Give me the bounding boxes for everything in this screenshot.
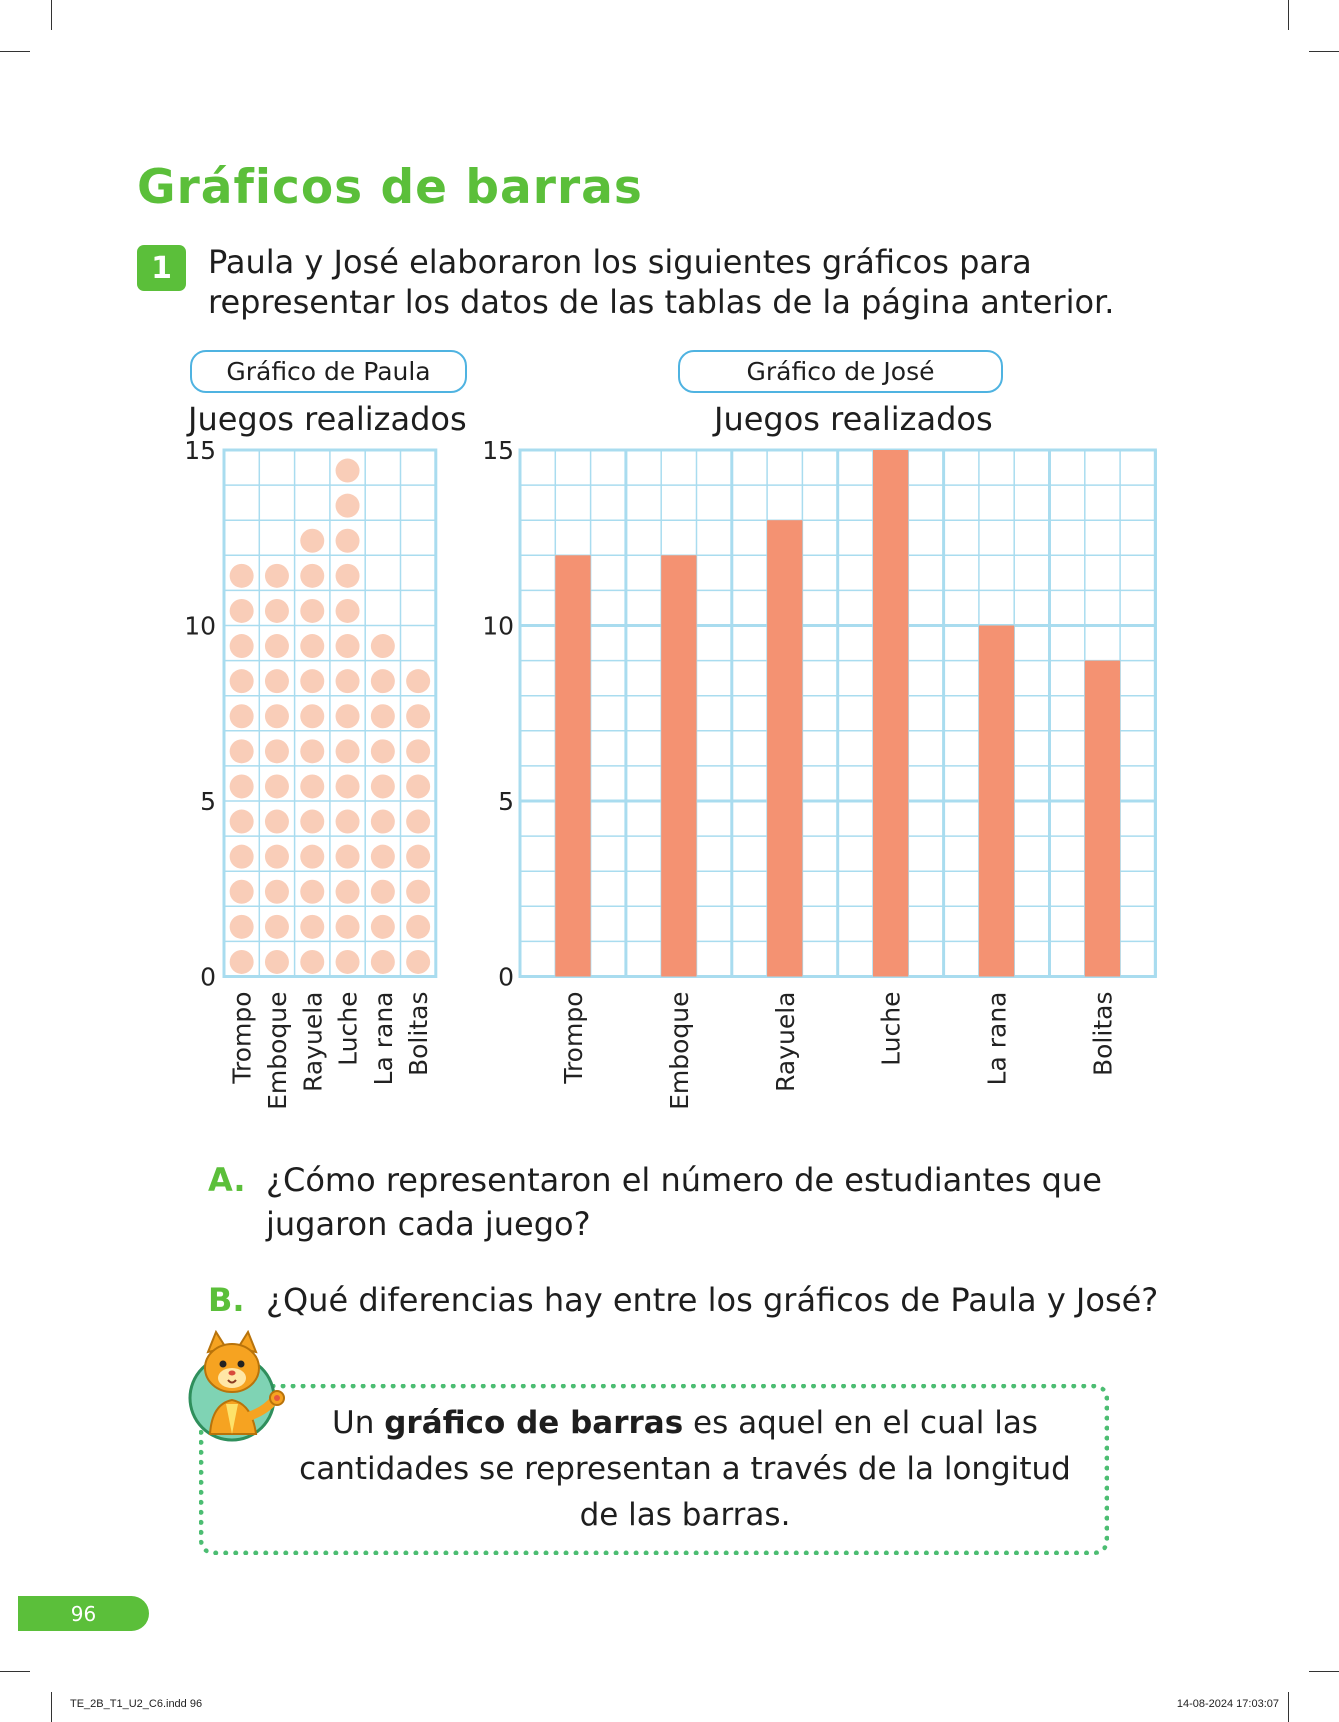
data-dot xyxy=(336,529,360,553)
data-dot xyxy=(371,845,395,869)
crop-mark xyxy=(1288,0,1289,30)
data-bar xyxy=(555,555,590,976)
data-dot xyxy=(230,810,254,834)
data-dot xyxy=(336,494,360,518)
data-dot xyxy=(300,774,324,798)
y-tick-label: 15 xyxy=(482,440,514,465)
data-dot xyxy=(265,774,289,798)
data-dot xyxy=(265,810,289,834)
data-dot xyxy=(230,634,254,658)
data-dot xyxy=(230,845,254,869)
chart-title-paula: Juegos realizados xyxy=(188,400,467,438)
data-dot xyxy=(265,915,289,939)
data-bar xyxy=(1085,661,1120,977)
data-dot xyxy=(406,950,430,974)
question-text: ¿Qué diferencias hay entre los gráficos de Paula y José? xyxy=(266,1281,1159,1319)
data-dot xyxy=(406,880,430,904)
data-dot xyxy=(265,704,289,728)
paula-chart xyxy=(180,440,440,1130)
chart-label-paula: Gráfico de Paula xyxy=(190,350,467,393)
data-dot xyxy=(406,704,430,728)
x-tick-label: Luche xyxy=(333,991,363,1066)
y-tick-label: 0 xyxy=(498,962,514,992)
x-tick-label: Trompo xyxy=(227,991,257,1084)
data-dot xyxy=(230,880,254,904)
question-letter: B. xyxy=(208,1281,245,1319)
data-dot xyxy=(371,950,395,974)
data-dot xyxy=(300,739,324,763)
y-tick-label: 15 xyxy=(184,440,216,465)
footer-date: 14-08-2024 17:03:07 xyxy=(1176,1698,1279,1710)
data-dot xyxy=(336,564,360,588)
data-dot xyxy=(300,845,324,869)
crop-mark xyxy=(1309,51,1339,52)
data-dot xyxy=(265,880,289,904)
data-dot xyxy=(371,634,395,658)
crop-mark xyxy=(1288,1692,1289,1722)
data-bar xyxy=(661,555,696,976)
data-dot xyxy=(265,599,289,623)
footer-file: TE_2B_T1_U2_C6.indd 96 xyxy=(70,1698,203,1710)
data-bar xyxy=(873,450,908,977)
chart-title-jose: Juegos realizados xyxy=(714,400,993,438)
crop-mark xyxy=(1309,1671,1339,1672)
y-tick-label: 0 xyxy=(200,962,216,992)
data-dot xyxy=(300,599,324,623)
data-dot xyxy=(300,880,324,904)
data-dot xyxy=(336,459,360,483)
data-dot xyxy=(371,739,395,763)
intro-text: Paula y José elaboraron los siguientes gráficos para representar los datos de las tablas de la página anterior. xyxy=(208,243,1115,321)
definition-term: gráfico de barras xyxy=(384,1405,684,1441)
data-bar xyxy=(979,626,1014,977)
definition-text xyxy=(290,1400,1080,1538)
data-dot xyxy=(265,845,289,869)
data-dot xyxy=(371,704,395,728)
data-dot xyxy=(300,950,324,974)
question-a xyxy=(208,1158,1188,1248)
x-tick-label: Rayuela xyxy=(298,991,328,1092)
crop-mark xyxy=(51,1692,52,1722)
page-title: Gráficos de barras xyxy=(137,160,643,215)
question-text: ¿Cómo representaron el número de estudiantes que jugaron cada juego? xyxy=(266,1161,1102,1243)
x-tick-label: La rana xyxy=(368,991,398,1086)
x-tick-label: Bolitas xyxy=(404,991,434,1076)
data-dot xyxy=(230,739,254,763)
data-dot xyxy=(406,915,430,939)
data-dot xyxy=(336,739,360,763)
data-dot xyxy=(265,634,289,658)
data-dot xyxy=(336,950,360,974)
y-tick-label: 5 xyxy=(498,787,514,816)
data-dot xyxy=(300,669,324,693)
data-dot xyxy=(265,950,289,974)
y-tick-label: 5 xyxy=(200,787,216,816)
data-dot xyxy=(265,669,289,693)
data-dot xyxy=(230,599,254,623)
x-tick-label: Luche xyxy=(876,991,906,1066)
question-number: 1 xyxy=(137,245,186,291)
data-dot xyxy=(300,915,324,939)
data-dot xyxy=(371,915,395,939)
data-dot xyxy=(230,915,254,939)
data-dot xyxy=(230,774,254,798)
x-tick-label: Bolitas xyxy=(1088,991,1118,1076)
data-dot xyxy=(230,564,254,588)
data-dot xyxy=(300,810,324,834)
question-letter: A. xyxy=(208,1161,246,1199)
data-dot xyxy=(336,810,360,834)
data-dot xyxy=(336,845,360,869)
data-dot xyxy=(230,704,254,728)
data-dot xyxy=(406,845,430,869)
chart-label-jose: Gráfico de José xyxy=(678,350,1003,393)
data-dot xyxy=(300,529,324,553)
data-dot xyxy=(230,669,254,693)
data-dot xyxy=(371,880,395,904)
data-dot xyxy=(230,950,254,974)
data-dot xyxy=(371,669,395,693)
data-dot xyxy=(406,810,430,834)
x-tick-label: Emboque xyxy=(664,991,694,1110)
page-number: 96 xyxy=(18,1596,149,1631)
data-dot xyxy=(371,810,395,834)
data-dot xyxy=(371,774,395,798)
data-dot xyxy=(336,915,360,939)
data-dot xyxy=(300,564,324,588)
x-tick-label: Rayuela xyxy=(770,991,800,1092)
crop-mark xyxy=(0,51,30,52)
x-tick-label: Trompo xyxy=(558,991,588,1084)
jose-chart xyxy=(470,440,1170,1130)
x-tick-label: La rana xyxy=(982,991,1012,1086)
data-dot xyxy=(336,880,360,904)
y-tick-label: 10 xyxy=(482,611,514,641)
crop-mark xyxy=(51,0,52,30)
data-bar xyxy=(767,520,802,976)
data-dot xyxy=(300,634,324,658)
data-dot xyxy=(406,739,430,763)
crop-mark xyxy=(0,1671,30,1672)
data-dot xyxy=(300,704,324,728)
data-dot xyxy=(265,739,289,763)
definition-after: es aquel en el cual las cantidades se representan a través de la longitud de las barras. xyxy=(299,1405,1071,1533)
x-tick-label: Emboque xyxy=(262,991,292,1110)
data-dot xyxy=(336,599,360,623)
data-dot xyxy=(336,704,360,728)
data-dot xyxy=(336,774,360,798)
data-dot xyxy=(336,634,360,658)
data-dot xyxy=(336,669,360,693)
question-b xyxy=(208,1278,1188,1322)
data-dot xyxy=(265,564,289,588)
y-tick-label: 10 xyxy=(184,611,216,641)
cat-mascot-icon xyxy=(186,1330,298,1450)
definition-before: Un xyxy=(332,1405,385,1441)
data-dot xyxy=(406,669,430,693)
data-dot xyxy=(406,774,430,798)
